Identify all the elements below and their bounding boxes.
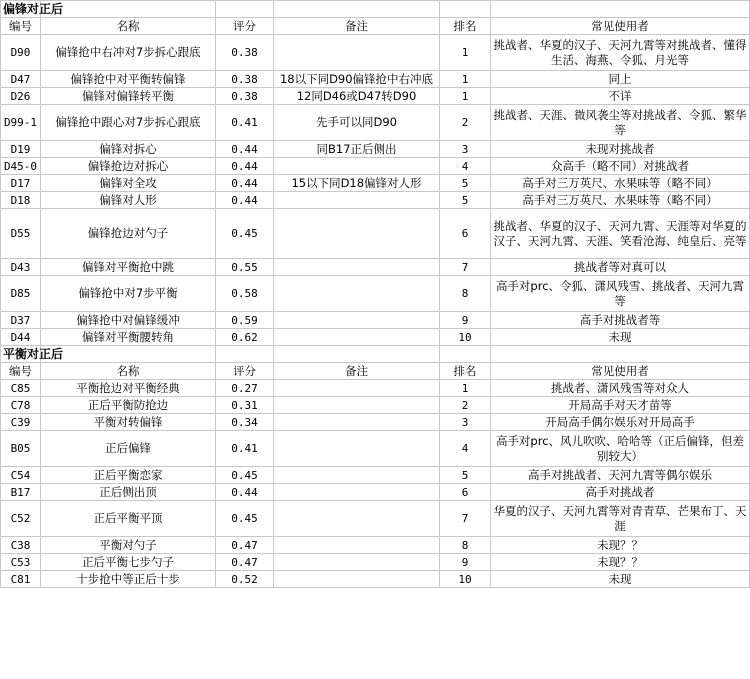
rank-cell[interactable]: 2 [440, 397, 491, 414]
table-row [1, 88, 750, 105]
code-cell[interactable]: D55 [1, 209, 41, 259]
table-row [1, 259, 750, 276]
empty-cell[interactable] [491, 1, 750, 18]
code-cell[interactable]: D19 [1, 141, 41, 158]
rank-cell[interactable]: 7 [440, 259, 491, 276]
name-cell[interactable]: 偏锋抢边对勺子 [41, 209, 216, 259]
name-cell[interactable]: 偏锋对全攻 [41, 175, 216, 192]
code-cell[interactable]: C54 [1, 467, 41, 484]
table-row [1, 414, 750, 431]
table-row [1, 175, 750, 192]
code-cell[interactable]: C39 [1, 414, 41, 431]
rank-cell[interactable]: 1 [440, 35, 491, 71]
rank-cell[interactable]: 2 [440, 105, 491, 141]
note-cell[interactable] [274, 259, 440, 276]
code-cell[interactable]: D90 [1, 35, 41, 71]
note-cell[interactable] [274, 571, 440, 588]
score-cell[interactable]: 0.52 [216, 571, 274, 588]
score-cell[interactable]: 0.45 [216, 467, 274, 484]
rank-cell[interactable]: 7 [440, 501, 491, 537]
empty-cell[interactable] [274, 1, 440, 18]
name-cell[interactable]: 偏锋抢中对平衡转偏锋 [41, 71, 216, 88]
table-row [1, 192, 750, 209]
users-cell[interactable]: 高手对挑战者、天河九霄等偶尔娱乐 [491, 467, 750, 484]
users-cell[interactable]: 挑战者、天涯、微风袭尘等对挑战者、令狐、繁华等 [491, 105, 750, 141]
code-cell[interactable]: D99-1 [1, 105, 41, 141]
code-cell[interactable]: C38 [1, 537, 41, 554]
header-cell[interactable]: 名称 [41, 18, 216, 35]
note-cell[interactable] [274, 35, 440, 71]
name-cell[interactable]: 平衡抢边对平衡经典 [41, 380, 216, 397]
header-cell[interactable]: 常见使用者 [491, 18, 750, 35]
table-row [1, 380, 750, 397]
empty-cell[interactable] [216, 1, 274, 18]
score-cell[interactable]: 0.47 [216, 537, 274, 554]
rank-cell[interactable]: 5 [440, 175, 491, 192]
code-cell[interactable]: D43 [1, 259, 41, 276]
name-cell[interactable]: 偏锋抢中跟心对7步拆心跟底 [41, 105, 216, 141]
users-cell[interactable]: 华夏的汉子、天河九霄等对青青草、芒果布丁、天涯 [491, 501, 750, 537]
name-cell[interactable]: 偏锋对平衡腰转角 [41, 329, 216, 346]
code-cell[interactable]: D47 [1, 71, 41, 88]
header-cell[interactable]: 备注 [274, 18, 440, 35]
note-cell[interactable] [274, 484, 440, 501]
score-cell[interactable]: 0.27 [216, 380, 274, 397]
name-cell[interactable]: 偏锋对人形 [41, 192, 216, 209]
table-row [1, 276, 750, 312]
table-row [1, 105, 750, 141]
name-cell[interactable]: 正后平衡防抢边 [41, 397, 216, 414]
code-cell[interactable]: D44 [1, 329, 41, 346]
score-cell[interactable]: 0.62 [216, 329, 274, 346]
name-cell[interactable]: 正后平衡恋家 [41, 467, 216, 484]
users-cell[interactable]: 同上 [491, 71, 750, 88]
rank-cell[interactable]: 6 [440, 209, 491, 259]
score-cell[interactable]: 0.44 [216, 484, 274, 501]
users-cell[interactable]: 不详 [491, 88, 750, 105]
users-cell[interactable]: 高手对prc、风儿吹吹、哈哈等（正后偏锋，但差别较大） [491, 431, 750, 467]
users-cell[interactable]: 高手对三万英尺、水果味等（略不同） [491, 175, 750, 192]
name-cell[interactable]: 正后偏锋 [41, 431, 216, 467]
empty-cell[interactable] [274, 346, 440, 363]
name-cell[interactable]: 偏锋抢中右冲对7步拆心跟底 [41, 35, 216, 71]
rank-cell[interactable]: 6 [440, 484, 491, 501]
rank-cell[interactable]: 5 [440, 192, 491, 209]
name-cell[interactable]: 正后平衡平顶 [41, 501, 216, 537]
code-cell[interactable]: D85 [1, 276, 41, 312]
rank-cell[interactable]: 10 [440, 571, 491, 588]
table-row [1, 431, 750, 467]
rank-cell[interactable]: 1 [440, 71, 491, 88]
note-cell[interactable]: 先手可以同D90 [274, 105, 440, 141]
header-cell[interactable]: 评分 [216, 18, 274, 35]
header-cell[interactable]: 评分 [216, 363, 274, 380]
table-row [1, 141, 750, 158]
table-row [1, 537, 750, 554]
users-cell[interactable]: 开局高手对天才苗等 [491, 397, 750, 414]
rank-cell[interactable]: 4 [440, 158, 491, 175]
score-cell[interactable]: 0.44 [216, 158, 274, 175]
header-cell[interactable]: 排名 [440, 363, 491, 380]
name-cell[interactable]: 偏锋抢中对偏锋缓冲 [41, 312, 216, 329]
code-cell[interactable]: C85 [1, 380, 41, 397]
note-cell[interactable] [274, 192, 440, 209]
table-row [1, 501, 750, 537]
rank-cell[interactable]: 1 [440, 88, 491, 105]
name-cell[interactable]: 偏锋对平衡抢中跳 [41, 259, 216, 276]
score-cell[interactable]: 0.31 [216, 397, 274, 414]
users-cell[interactable]: 众高手（略不同）对挑战者 [491, 158, 750, 175]
users-cell[interactable]: 开局高手偶尔娱乐对开局高手 [491, 414, 750, 431]
users-cell[interactable]: 高手对三万英尺、水果味等（略不同） [491, 192, 750, 209]
header-cell[interactable]: 编号 [1, 18, 41, 35]
code-cell[interactable]: D26 [1, 88, 41, 105]
rank-cell[interactable]: 4 [440, 431, 491, 467]
name-cell[interactable]: 平衡对转偏锋 [41, 414, 216, 431]
header-cell[interactable]: 名称 [41, 363, 216, 380]
empty-cell[interactable] [440, 346, 491, 363]
code-cell[interactable]: D37 [1, 312, 41, 329]
code-cell[interactable]: D18 [1, 192, 41, 209]
note-cell[interactable] [274, 397, 440, 414]
users-cell[interactable]: 挑战者、潇风残雪等对众人 [491, 380, 750, 397]
score-cell[interactable]: 0.59 [216, 312, 274, 329]
section-title[interactable]: 平衡对正后 [1, 346, 41, 363]
section-title[interactable]: 偏锋对正后 [1, 1, 41, 18]
score-cell[interactable]: 0.47 [216, 554, 274, 571]
note-cell[interactable] [274, 380, 440, 397]
empty-cell[interactable] [216, 346, 274, 363]
users-cell[interactable]: 挑战者、华夏的汉子、天河九霄等对挑战者、懂得生活、海燕、令狐、月光等 [491, 35, 750, 71]
code-cell[interactable]: D17 [1, 175, 41, 192]
name-cell[interactable]: 正后平衡七步勺子 [41, 554, 216, 571]
table-row [1, 329, 750, 346]
note-cell[interactable] [274, 554, 440, 571]
code-cell[interactable]: B05 [1, 431, 41, 467]
empty-cell[interactable] [41, 346, 216, 363]
empty-cell[interactable] [491, 346, 750, 363]
users-cell[interactable]: 高手对prc、令狐、潇风残雪、挑战者、天河九霄等 [491, 276, 750, 312]
users-cell[interactable]: 未现？？ [491, 554, 750, 571]
score-cell[interactable]: 0.58 [216, 276, 274, 312]
table-row [1, 554, 750, 571]
note-cell[interactable]: 15以下同D18偏锋对人形 [274, 175, 440, 192]
note-cell[interactable] [274, 312, 440, 329]
code-cell[interactable]: D45-0 [1, 158, 41, 175]
name-cell[interactable]: 偏锋对偏锋转平衡 [41, 88, 216, 105]
code-cell[interactable]: C52 [1, 501, 41, 537]
table-row [1, 312, 750, 329]
name-cell[interactable]: 偏锋对拆心 [41, 141, 216, 158]
rank-cell[interactable]: 9 [440, 312, 491, 329]
note-cell[interactable] [274, 431, 440, 467]
table-row [1, 484, 750, 501]
score-cell[interactable]: 0.38 [216, 88, 274, 105]
note-cell[interactable] [274, 158, 440, 175]
name-cell[interactable]: 十步抢中等正后十步 [41, 571, 216, 588]
code-cell[interactable]: B17 [1, 484, 41, 501]
score-cell[interactable]: 0.45 [216, 501, 274, 537]
score-cell[interactable]: 0.34 [216, 414, 274, 431]
rank-cell[interactable]: 8 [440, 276, 491, 312]
empty-cell[interactable] [41, 1, 216, 18]
header-cell[interactable]: 备注 [274, 363, 440, 380]
note-cell[interactable] [274, 414, 440, 431]
header-cell[interactable]: 排名 [440, 18, 491, 35]
header-cell[interactable]: 常见使用者 [491, 363, 750, 380]
empty-cell[interactable] [440, 1, 491, 18]
users-cell[interactable]: 未现 [491, 329, 750, 346]
name-cell[interactable]: 正后侧出顶 [41, 484, 216, 501]
note-cell[interactable]: 18以下同D90偏锋抢中右冲底 [274, 71, 440, 88]
rank-cell[interactable]: 5 [440, 467, 491, 484]
code-cell[interactable]: C78 [1, 397, 41, 414]
users-cell[interactable]: 挑战者等对真可以 [491, 259, 750, 276]
rank-cell[interactable]: 10 [440, 329, 491, 346]
score-cell[interactable]: 0.38 [216, 35, 274, 71]
rank-cell[interactable]: 3 [440, 141, 491, 158]
score-cell[interactable]: 0.41 [216, 105, 274, 141]
note-cell[interactable] [274, 501, 440, 537]
users-cell[interactable]: 未现对挑战者 [491, 141, 750, 158]
users-cell[interactable]: 高手对挑战者等 [491, 312, 750, 329]
code-cell[interactable]: C81 [1, 571, 41, 588]
score-cell[interactable]: 0.44 [216, 141, 274, 158]
score-cell[interactable]: 0.44 [216, 192, 274, 209]
note-cell[interactable]: 同B17正后侧出 [274, 141, 440, 158]
header-row [1, 363, 750, 380]
header-cell[interactable]: 编号 [1, 363, 41, 380]
note-cell[interactable]: 12同D46或D47转D90 [274, 88, 440, 105]
users-cell[interactable]: 未现？？ [491, 537, 750, 554]
users-cell[interactable]: 挑战者、华夏的汉子、天河九霄、天涯等对华夏的汉子、天河九霄、天涯、笑看沧海、纯皇后、亮等 [491, 209, 750, 259]
table-row [1, 35, 750, 71]
table-row [1, 71, 750, 88]
section-title-row [1, 346, 750, 363]
score-cell[interactable]: 0.41 [216, 431, 274, 467]
users-cell[interactable]: 高手对挑战者 [491, 484, 750, 501]
rank-cell[interactable]: 3 [440, 414, 491, 431]
spreadsheet-body [1, 1, 750, 588]
note-cell[interactable] [274, 276, 440, 312]
rank-cell[interactable]: 9 [440, 554, 491, 571]
header-row [1, 18, 750, 35]
score-cell[interactable]: 0.44 [216, 175, 274, 192]
users-cell[interactable]: 未现 [491, 571, 750, 588]
section-title-row [1, 1, 750, 18]
note-cell[interactable] [274, 209, 440, 259]
score-cell[interactable]: 0.38 [216, 71, 274, 88]
rank-cell[interactable]: 8 [440, 537, 491, 554]
table-row [1, 397, 750, 414]
table-row [1, 571, 750, 588]
note-cell[interactable] [274, 537, 440, 554]
score-cell[interactable]: 0.45 [216, 209, 274, 259]
name-cell[interactable]: 偏锋抢中对7步平衡 [41, 276, 216, 312]
rank-cell[interactable]: 1 [440, 380, 491, 397]
code-cell[interactable]: C53 [1, 554, 41, 571]
table-row [1, 158, 750, 175]
score-cell[interactable]: 0.55 [216, 259, 274, 276]
table-row [1, 209, 750, 259]
table-row [1, 467, 750, 484]
note-cell[interactable] [274, 329, 440, 346]
note-cell[interactable] [274, 467, 440, 484]
name-cell[interactable]: 平衡对勺子 [41, 537, 216, 554]
name-cell[interactable]: 偏锋抢边对拆心 [41, 158, 216, 175]
